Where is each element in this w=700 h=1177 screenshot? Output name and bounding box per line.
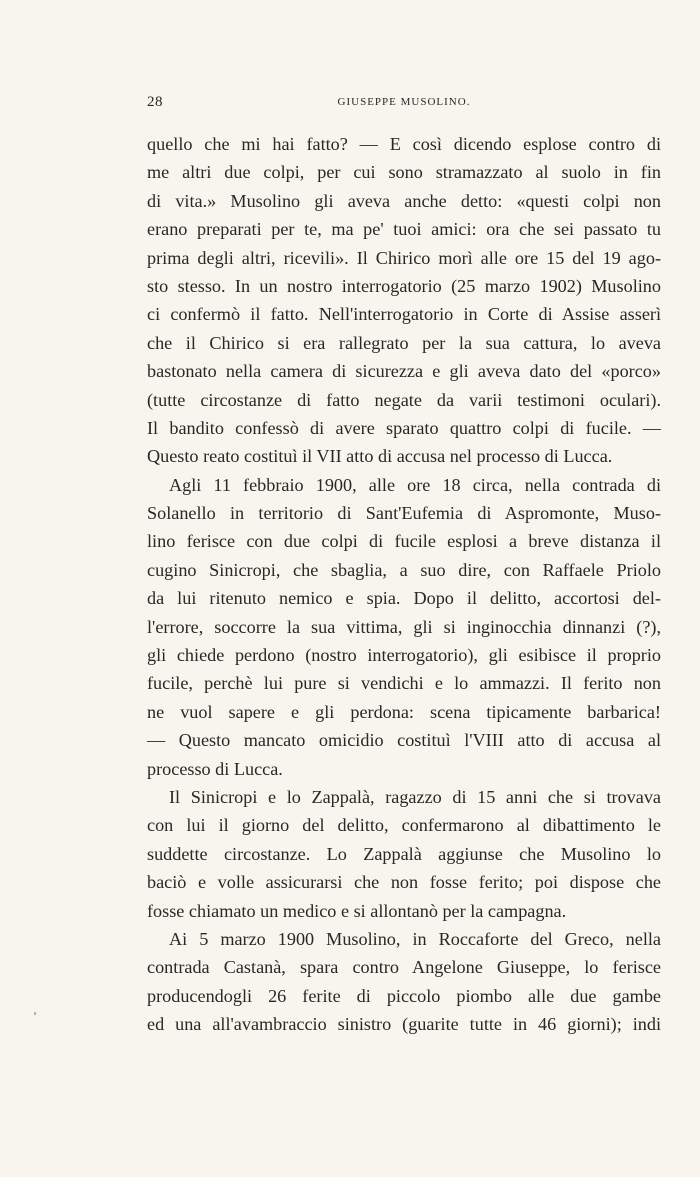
text-line: ne vuol sapere e gli perdona: scena tipicamente barbarica! — [147, 701, 661, 722]
text-line: Solanello in territorio di Sant'Eufemia di Aspromonte, Muso- — [147, 503, 661, 524]
running-head — [147, 94, 661, 114]
text-line: fosse chiamato un medico e si allontanò per la campagna. — [147, 900, 567, 921]
page-number: 28 — [147, 94, 163, 110]
text-line: di vita.» Musolino gli aveva anche detto: «questi colpi non — [147, 190, 661, 211]
text-line: Il bandito confessò di avere sparato quattro colpi di fucile. — — [147, 417, 661, 438]
text-line: cugino Sinicropi, che sbaglia, a suo dire, con Raffaele Priolo — [147, 559, 661, 580]
text-line: quello che mi hai fatto? — E così dicendo esplose contro di — [147, 134, 661, 154]
text-line: lino ferisce con due colpi di fucile esplosi a breve distanza il — [147, 531, 661, 552]
text-line: bastonato nella camera di sicurezza e gli aveva dato del «porco» — [147, 361, 661, 382]
text-line: Questo reato costituì il VII atto di accusa nel processo di Lucca. — [147, 446, 613, 467]
text-line: contrada Castanà, spara contro Angelone Giuseppe, lo ferisce — [147, 957, 661, 978]
text-line: con lui il giorno del delitto, confermarono al dibattimento le — [147, 815, 661, 836]
text-line: Ai 5 marzo 1900 Musolino, in Roccaforte del Greco, nella — [169, 928, 661, 949]
text-line: processo di Lucca. — [147, 758, 283, 779]
text-line: Il Sinicropi e lo Zappalà, ragazzo di 15 anni che si trovava — [169, 786, 661, 807]
page-speck — [34, 1012, 36, 1015]
text-line: prima degli altri, ricevili». Il Chirico morì alle ore 15 del 19 ago- — [147, 247, 661, 268]
text-line: ed una all'avambraccio sinistro (guarite tutte in 46 giorni); indi — [147, 1014, 661, 1035]
body-text — [147, 130, 661, 1039]
text-line: erano preparati per te, ma pe' tuoi amici: ora che sei passato tu — [147, 219, 661, 240]
text-line: da lui ritenuto nemico e spia. Dopo il delitto, accortosi del- — [147, 588, 661, 609]
text-line: suddette circostanze. Lo Zappalà aggiunse che Musolino lo — [147, 843, 661, 864]
text-line: l'errore, soccorre la sua vittima, gli si inginocchia dinnanzi (?), — [147, 616, 661, 637]
text-line: producendogli 26 ferite di piccolo piombo alle due gambe — [147, 985, 661, 1006]
text-line: Agli 11 febbraio 1900, alle ore 18 circa, nella contrada di — [169, 474, 661, 495]
running-title: GIUSEPPE MUSOLINO. — [337, 96, 471, 108]
text-line: fucile, perchè lui pure si vendichi e lo ammazzi. Il ferito non — [147, 673, 661, 694]
text-line: che il Chirico si era rallegrato per la sua cattura, lo aveva — [147, 332, 661, 353]
text-line: ci confermò il fatto. Nell'interrogatorio in Corte di Assise asserì — [147, 304, 661, 325]
text-line: baciò e volle assicurarsi che non fosse ferito; poi dispose che — [147, 872, 661, 893]
text-line: sto stesso. In un nostro interrogatorio (25 marzo 1902) Musolino — [147, 275, 661, 296]
text-line: gli chiede perdono (nostro interrogatorio), gli esibisce il proprio — [147, 645, 661, 666]
text-line: (tutte circostanze di fatto negate da varii testimoni oculari). — [147, 389, 661, 410]
text-line: — Questo mancato omicidio costituì l'VIII atto di accusa al — [147, 730, 661, 751]
text-line: me altri due colpi, per cui sono stramazzato al suolo in fin — [147, 162, 661, 183]
